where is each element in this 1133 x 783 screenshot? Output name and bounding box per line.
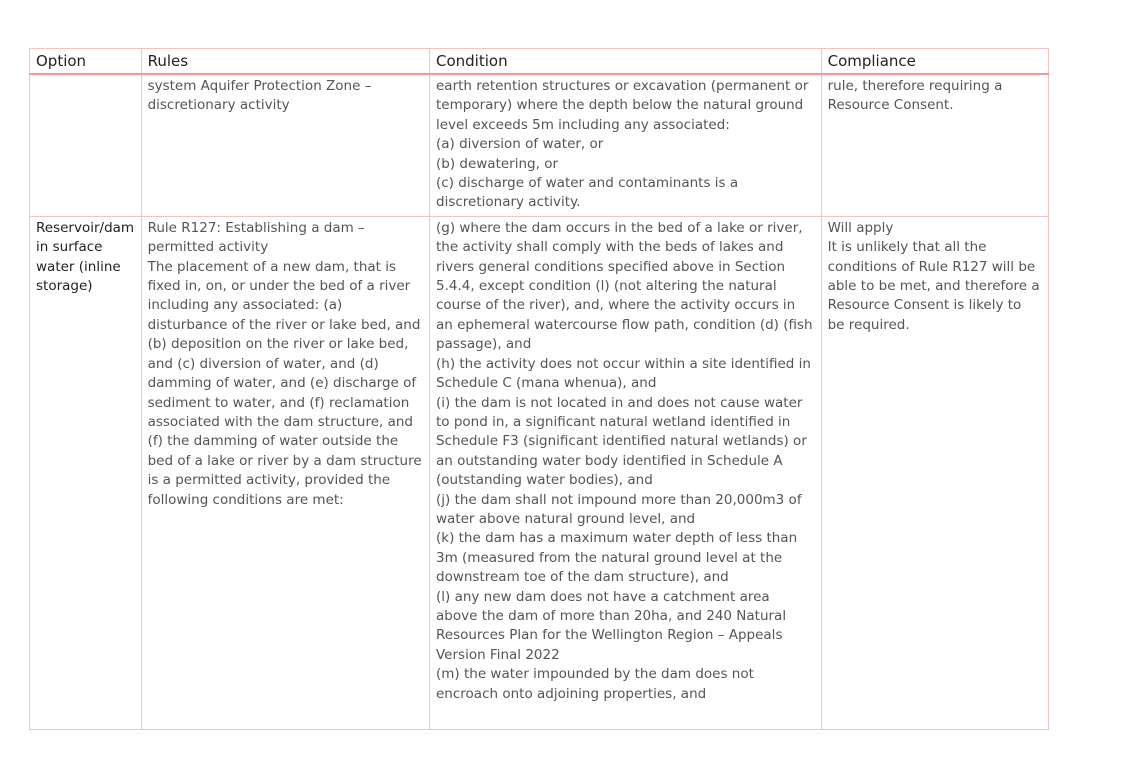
- condition-cell: [430, 74, 822, 216]
- rules-paragraph: The placement of a new dam, that is fixed in, on, or under the bed of a river including any associated: (a) disturbance of the river or lake bed, and (b) deposition on the river or lake bed, and (c) diversion of water, and (d) damming of water, and (e) discharge of sediment to water, and (f) reclamation associated with the dam structure, and (f) the damming of water outside the bed of a lake or river by a dam structure is a permitted activity, provided the following conditions are met:: [147, 258, 422, 508]
- rules-cell: [141, 74, 429, 216]
- condition-cell: [430, 216, 822, 729]
- condition-paragraph: (i) the dam is not located in and does not cause water to pond in, a significant natural wetland identified in Schedule F3 (significant identified natural wetlands) or an outstanding water body identified in Schedule A (outstanding water bodies), and: [436, 394, 807, 489]
- option-cell: Reservoir/dam in surface water (inline storage): [30, 216, 142, 729]
- header-condition: Condition: [430, 49, 822, 75]
- condition-paragraph: (g) where the dam occurs in the bed of a lake or river, the activity shall comply with the beds of lakes and rivers general conditions specified above in Section 5.4.4, except condition (l) (not altering the natural course of the river), and, where the activity occurs in an ephemeral watercourse flow path, condition (d) (fish passage), and: [436, 219, 813, 353]
- header-rules: Rules: [141, 49, 429, 75]
- condition-paragraph: earth retention structures or excavation (permanent or temporary) where the depth below the natural ground level exceeds 5m including any associated:: [436, 78, 809, 133]
- condition-paragraph: (a) diversion of water, or: [436, 136, 604, 153]
- condition-paragraph: (c) discharge of water and contaminants is a discretionary activity.: [436, 175, 739, 211]
- compliance-paragraph: Will apply: [827, 219, 894, 236]
- condition-paragraph: (k) the dam has a maximum water depth of less than 3m (measured from the natural ground level at the downstream toe of the dam structure), and: [436, 530, 798, 586]
- rules-paragraph: Rule R127: Establishing a dam – permitted activity: [147, 219, 365, 256]
- condition-paragraph: (j) the dam shall not impound more than 20,000m3 of water above natural ground level, and: [436, 491, 802, 527]
- compliance-cell: [821, 216, 1048, 729]
- compliance-paragraph: rule, therefore requiring a Resource Consent.: [827, 78, 1003, 114]
- condition-paragraph: (h) the activity does not occur within a site identified in Schedule C (mana whenua), and: [436, 355, 811, 392]
- rules-table: [29, 48, 1049, 730]
- header-option: Option: [30, 49, 142, 75]
- option-cell: [30, 74, 142, 216]
- condition-paragraph: (m) the water impounded by the dam does not encroach onto adjoining properties, and: [436, 666, 754, 702]
- table-header-row: [30, 49, 1049, 75]
- table-row: [30, 216, 1049, 729]
- compliance-paragraph: It is unlikely that all the conditions of Rule R127 will be able to be met, and therefore a Resource Consent is likely to be required.: [827, 239, 1040, 333]
- header-compliance: Compliance: [821, 49, 1048, 75]
- condition-paragraph: (b) dewatering, or: [436, 155, 559, 172]
- table-row: [30, 74, 1049, 216]
- rules-paragraph: system Aquifer Protection Zone – discretionary activity: [147, 78, 372, 114]
- compliance-cell: [821, 74, 1048, 216]
- condition-paragraph: (l) any new dam does not have a catchment area above the dam of more than 20ha, and 240 Natural Resources Plan for the Wellington Region – Appeals Version Final 2022: [436, 588, 787, 663]
- rules-cell: [141, 216, 429, 729]
